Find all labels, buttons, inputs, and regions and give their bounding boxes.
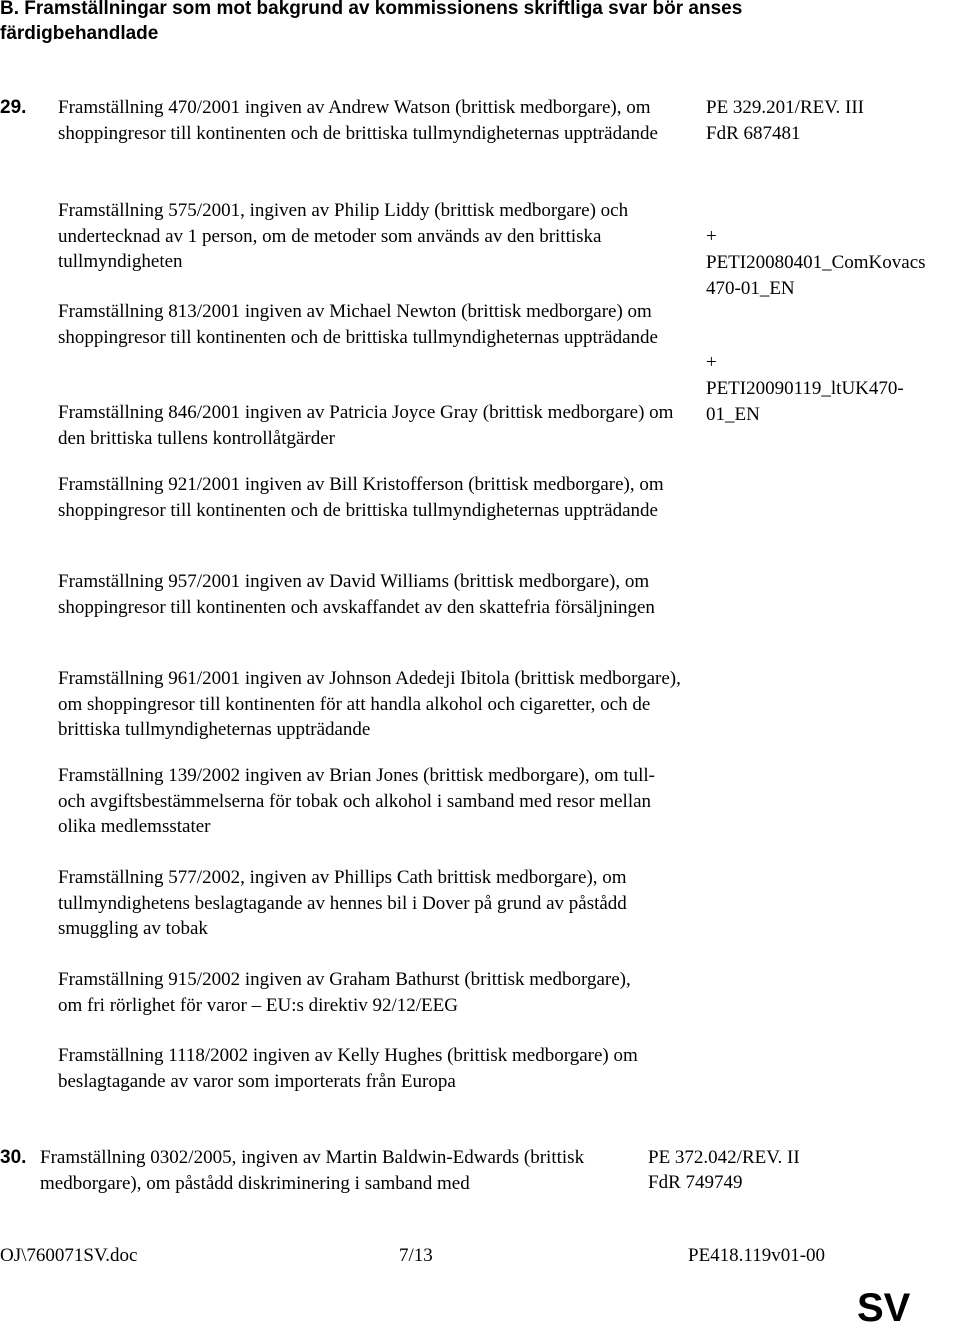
- petition-entry: Framställning 915/2002 ingiven av Graham Bathurst (brittisk medborgare), om fri rörlighet för varor – EU:s direktiv 92/12/EEG: [58, 969, 631, 1016]
- footer-doc-ref: OJ\760071SV.doc: [0, 1245, 138, 1266]
- fdr-reference: FdR 749749: [648, 1172, 743, 1193]
- petition-entry: Framställning 1118/2002 ingiven av Kelly Hughes (brittisk medborgare) om beslagtagande av varor som importerats från Europa: [58, 1045, 638, 1092]
- footer-pe-ref: PE418.119v01-00: [688, 1245, 826, 1266]
- fdr-reference: FdR 687481: [706, 123, 801, 144]
- petition-entry: Framställning 957/2001 ingiven av David Williams (brittisk medborgare), om shoppingresor till kontinenten och avskaffandet av den skattefria försäljningen: [58, 571, 655, 618]
- petition-entry: Framställning 139/2002 ingiven av Brian Jones (brittisk medborgare), om tull- och avgiftsbestämmelserna för tobak och alkohol i samband med resor mellan olika medlemsstater: [58, 765, 656, 837]
- petition-entry: Framställning 813/2001 ingiven av Michael Newton (brittisk medborgare) om shoppingresor till kontinenten och de brittiska tullmyndigheternas uppträdande: [58, 301, 658, 348]
- petition-entry: Framställning 577/2002, ingiven av Phillips Cath brittisk medborgare), om tullmyndighetens beslagtagande av hennes bil i Dover på grund av påstådd smuggling av tobak: [58, 867, 627, 939]
- attachment-link[interactable]: PETI20080401_ComKovacs 470-01_EN: [706, 252, 926, 299]
- petition-entry: Framställning 846/2001 ingiven av Patricia Joyce Gray (brittisk medborgare) om den brittiska tullens kontrollåtgärder: [58, 402, 674, 449]
- attachment-plus: +: [706, 226, 717, 247]
- attachment-link[interactable]: PETI20090119_ltUK470- 01_EN: [706, 378, 904, 425]
- petition-entry: Framställning 0302/2005, ingiven av Martin Baldwin-Edwards (brittisk medborgare), om påstådd diskriminering i samband med: [40, 1147, 585, 1194]
- pe-reference: PE 329.201/REV. III: [706, 97, 864, 118]
- pe-reference: PE 372.042/REV. II: [648, 1147, 800, 1168]
- item-number-30: 30.: [0, 1147, 27, 1168]
- petition-entry: Framställning 921/2001 ingiven av Bill Kristofferson (brittisk medborgare), om shoppingresor till kontinenten och de brittiska tullmyndigheternas uppträdande: [58, 474, 664, 521]
- attachment-plus: +: [706, 352, 717, 373]
- petition-entry: Framställning 575/2001, ingiven av Philip Liddy (brittisk medborgare) och undertecknad av 1 person, om de metoder som används av den brittiska tullmyndigheten: [58, 200, 629, 272]
- petition-entry: Framställning 961/2001 ingiven av Johnson Adedeji Ibitola (brittisk medborgare), om shoppingresor till kontinenten för att handla alkohol och cigaretter, och de brittiska tullmyndigheternas uppträdande: [58, 668, 681, 740]
- footer-language-code: SV: [857, 1286, 911, 1330]
- section-heading: B. Framställningar som mot bakgrund av kommissionens skriftliga svar bör anses färdigbehandlade: [0, 0, 743, 44]
- item-number-29: 29.: [0, 97, 27, 118]
- footer-page-number: 7/13: [399, 1245, 433, 1266]
- petition-entry: Framställning 470/2001 ingiven av Andrew Watson (brittisk medborgare), om shoppingresor till kontinenten och de brittiska tullmyndigheternas uppträdande: [58, 97, 658, 144]
